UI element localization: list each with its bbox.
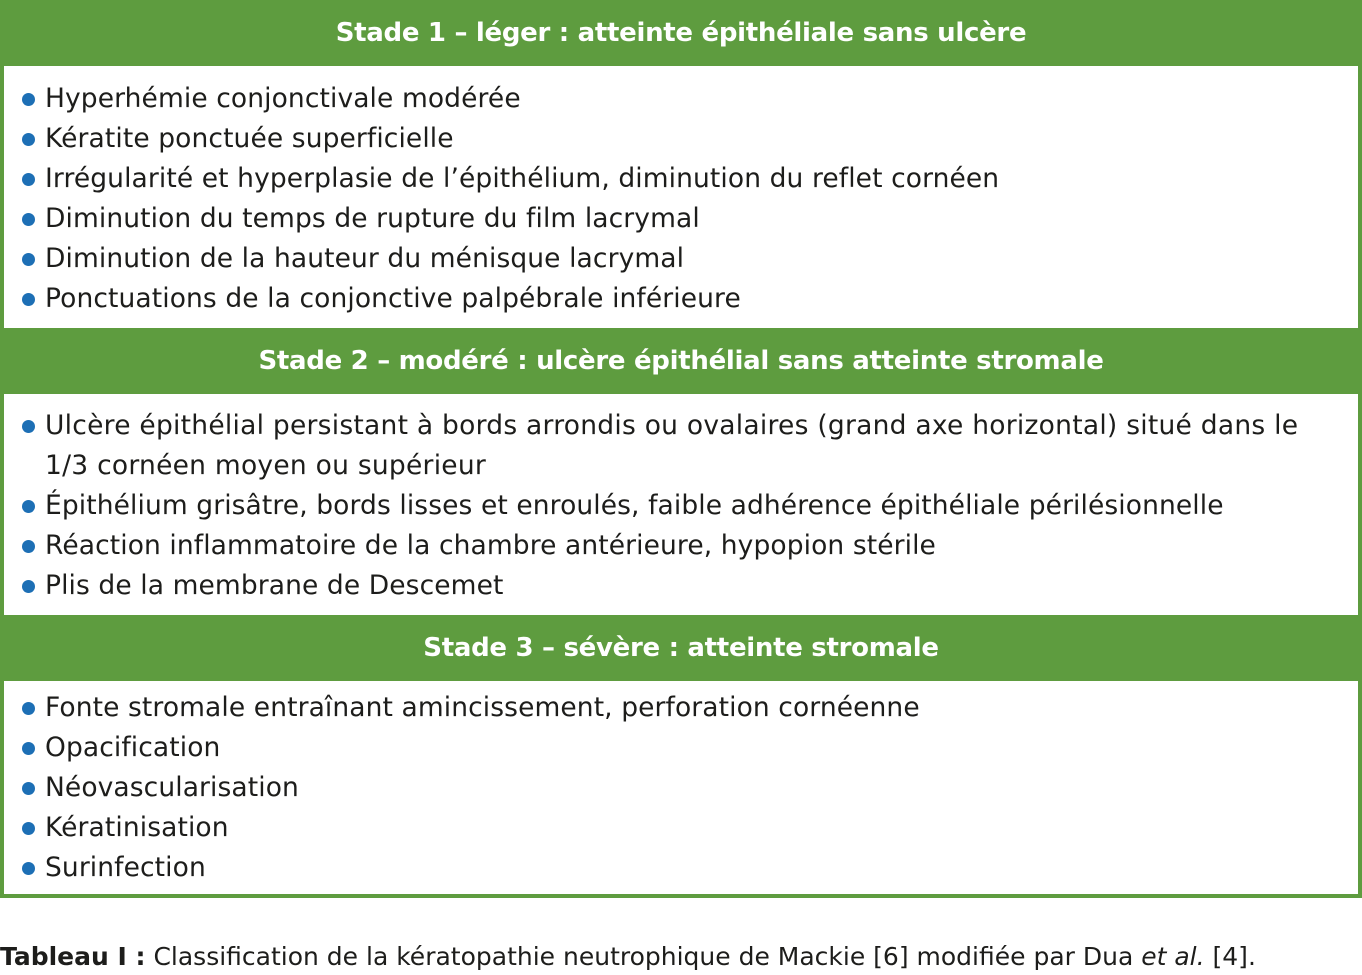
- bullet-dot-icon: [22, 702, 35, 715]
- bullet-dot-icon: [22, 540, 35, 553]
- bullet-dot-icon: [22, 253, 35, 266]
- stage-1-title: Stade 1 – léger : atteinte épithéliale sans ulcère: [335, 18, 1027, 48]
- bullet-dot-icon: [22, 580, 35, 593]
- list-item-text: Épithélium grisâtre, bords lisses et enroulés, faible adhérence épithéliale périlésionnelle: [45, 490, 1224, 521]
- bullet-dot-icon: [22, 822, 35, 835]
- bullet-dot-icon: [22, 500, 35, 513]
- list-item-text: Ulcère épithélial persistant à bords arrondis ou ovalaires (grand axe horizontal) situé dans le 1/3 cornéen moyen ou supérieur: [45, 410, 1299, 481]
- list-item-text: Kératite ponctuée superficielle: [45, 123, 454, 154]
- list-item-text: Réaction inflammatoire de la chambre antérieure, hypopion stérile: [45, 530, 936, 561]
- stage-2-header: [0, 328, 1362, 394]
- list-item-text: Fonte stromale entraînant amincissement, perforation cornéenne: [45, 692, 920, 723]
- caption-italic: et al.: [1141, 942, 1205, 971]
- table-caption: [0, 939, 1362, 975]
- list-item-text: Hyperhémie conjonctivale modérée: [45, 83, 521, 114]
- stage-1-header: [0, 0, 1362, 66]
- list-item-text: Irrégularité et hyperplasie de l’épithélium, diminution du reflet cornéen: [45, 163, 1000, 194]
- stage-3-title: Stade 3 – sévère : atteinte stromale: [423, 633, 939, 663]
- bullet-dot-icon: [22, 420, 35, 433]
- list-item-text: Opacification: [45, 732, 221, 763]
- list-item-text: Surinfection: [45, 852, 206, 883]
- stage-1-body: [4, 66, 1358, 328]
- stage-3-header: [0, 615, 1362, 681]
- list-item-text: Ponctuations de la conjonctive palpébrale inférieure: [45, 283, 741, 314]
- list-item: [4, 406, 1358, 486]
- list-item-text: Diminution de la hauteur du ménisque lacrymal: [45, 243, 685, 274]
- bullet-dot-icon: [22, 742, 35, 755]
- bullet-dot-icon: [22, 782, 35, 795]
- caption-label: Tableau I :: [0, 942, 146, 971]
- caption-text-after: [4].: [1204, 942, 1256, 971]
- list-item-text: Kératinisation: [45, 812, 229, 843]
- list-item-text: Plis de la membrane de Descemet: [45, 570, 504, 601]
- bullet-dot-icon: [22, 862, 35, 875]
- stage-2-body: [4, 394, 1358, 615]
- stage-2-title: Stade 2 – modéré : ulcère épithélial sans atteinte stromale: [258, 346, 1104, 376]
- list-item-text: Diminution du temps de rupture du film lacrymal: [45, 203, 700, 234]
- bullet-dot-icon: [22, 93, 35, 106]
- bullet-dot-icon: [22, 293, 35, 306]
- bullet-dot-icon: [22, 213, 35, 226]
- stage-3-body: [4, 681, 1358, 894]
- bullet-dot-icon: [22, 173, 35, 186]
- bullet-dot-icon: [22, 133, 35, 146]
- list-item-text: Néovascularisation: [45, 772, 299, 803]
- caption-text-before: Classification de la kératopathie neutrophique de Mackie [6] modifiée par Dua: [145, 942, 1142, 971]
